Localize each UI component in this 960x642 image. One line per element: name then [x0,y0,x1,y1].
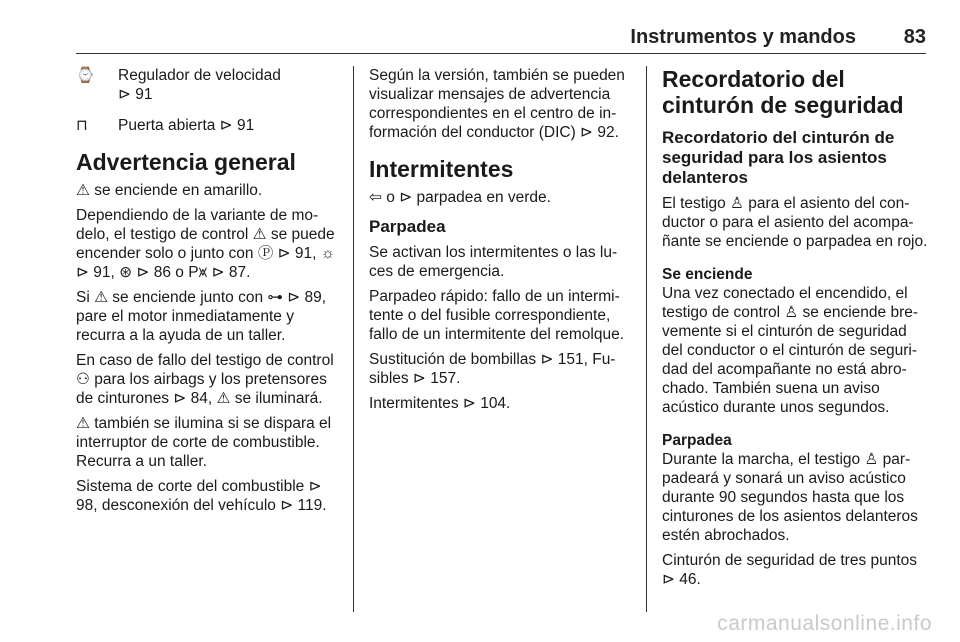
section-heading-seatbelt-reminder: Recordatorio del cinturón de seguridad [662,66,904,118]
subheading-blinks: Parpadea [369,217,446,236]
subheading-blinks: Parpadea [662,432,732,449]
page-title: Instrumentos y mandos [630,26,856,48]
section-heading-general-warning: Advertencia general [76,149,296,175]
paragraph: En caso de fallo del testigo de control ⚇ para los airbags y los pretensores de cinturones ⊳ 84, ⚠ se iluminará. [76,352,334,407]
header-divider [76,53,926,54]
column-divider-1 [353,66,354,612]
paragraph: Cinturón de seguridad de tres puntos ⊳ 46. [662,552,918,588]
column-1 [76,66,344,521]
page-header [0,0,960,54]
paragraph: ⚠ también se ilumina si se dispara el interruptor de corte de combustible. Recurra a un taller. [76,415,332,470]
subheading-front-seats: Recordatorio del cinturón de seguridad para los asientos delanteros [662,128,895,187]
paragraph: ⇦ o ⊳ parpadea en verde. [369,189,551,206]
paragraph: Si ⚠ se enciende junto con ⊶ ⊳ 89, pare el motor inmediatamente y recurra a la ayuda de un taller. [76,289,327,344]
watermark: carmanualsonline.info [717,612,932,635]
paragraph: Dependiendo de la variante de mo-delo, el testigo de control ⚠ se puede encender solo o junto con Ⓟ ⊳ 91, ☼ ⊳ 91, ⊛ ⊳ 86 o P⩙ ⊳ 87. [76,207,335,281]
paragraph: Parpadeo rápido: fallo de un intermi-tente o del fusible correspondiente, fallo de un intermitente del remolque. [369,288,625,343]
paragraph: Según la versión, también se pueden visualizar mensajes de advertencia correspondientes en el centro de in-formación del conductor (DIC) ⊳ 92. [369,67,625,141]
def-text: Regulador de velocidad [118,67,281,84]
cruise-control-icon: ⌚ [76,67,95,84]
paragraph: Se activan los intermitentes o las lu-ces de emergencia. [369,244,618,280]
paragraph: El testigo ♙ para el asiento del con-ductor o para el asiento del acompa-ñante se enciende o parpadea en rojo. [662,195,928,250]
column-3 [662,66,930,595]
column-2 [369,66,637,419]
paragraph: Sustitución de bombillas ⊳ 151, Fu-sibles ⊳ 157. [369,351,616,387]
paragraph: Sistema de corte del combustible ⊳ 98, desconexión del vehículo ⊳ 119. [76,478,327,514]
door-open-icon: ⊓ [76,117,88,134]
paragraph: Intermitentes ⊳ 104. [369,395,511,412]
page-number: 83 [903,26,926,48]
def-cruise-control [76,66,344,104]
column-divider-2 [646,66,647,612]
paragraph: Durante la marcha, el testigo ♙ par-padeará y sonará un aviso acústico durante 90 segundos hasta que los cinturones de los asientos delanteros estén abrochados. [662,451,918,544]
subheading-lights-up: Se enciende [662,266,753,283]
def-door-open [76,116,344,135]
paragraph: ⚠ se enciende en amarillo. [76,182,263,199]
paragraph: Una vez conectado el encendido, el testigo de control ♙ se enciende bre-vemente si el cinturón de seguridad del conductor o el cinturón de seguri-dad del acompañante no está abro-chado. También suena un aviso acústico durante unos segundos. [662,285,919,416]
def-xref: ⊳ 91 [118,86,153,103]
def-text: Puerta abierta ⊳ 91 [118,117,255,134]
section-heading-turn-signals: Intermitentes [369,156,514,182]
